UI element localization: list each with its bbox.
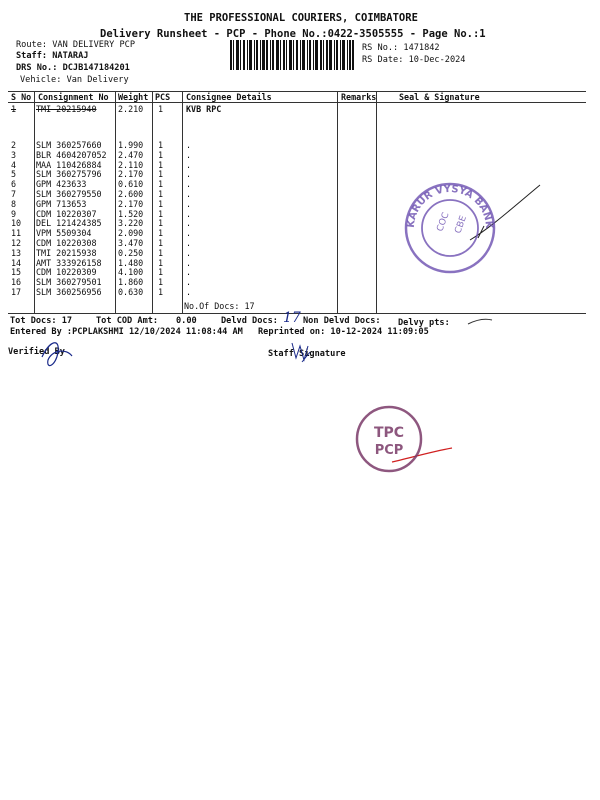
rs-date: RS Date: 10-Dec-2024 <box>362 55 466 65</box>
row-sno: 6 <box>11 179 17 190</box>
row-weight: 2.110 <box>118 159 144 170</box>
row-sno: 17 <box>11 287 22 297</box>
row-consignee: . <box>186 247 192 258</box>
row-sno: 1 <box>11 104 17 114</box>
row-sno: 11 <box>11 228 22 239</box>
runsheet-subtitle: Delivery Runsheet - PCP - Phone No.:0422-3505555 - Page No.:1 <box>100 28 486 40</box>
row-consignee: . <box>186 287 192 297</box>
row-sno: 10 <box>11 218 22 229</box>
row-sno: 2 <box>11 140 17 150</box>
row-sno: 14 <box>11 257 22 268</box>
row-weight: 2.600 <box>118 189 144 199</box>
route-label: Route: VAN DELIVERY PCP <box>16 40 135 50</box>
row-weight: 4.100 <box>118 267 144 278</box>
row-consignee: . <box>186 149 192 160</box>
reprinted-on: Reprinted on: 10-12-2024 11:09:05 <box>258 327 429 337</box>
row-pcs: 1 <box>158 267 164 278</box>
row-consignment: CDM 10220308 <box>36 238 97 248</box>
row-sno: 15 <box>11 267 22 278</box>
row-sno: 16 <box>11 277 22 288</box>
row-weight: 2.090 <box>118 228 144 239</box>
tpc-stamp-line2: PCP <box>374 443 404 458</box>
tot-cod-label: Tot COD Amt: <box>96 316 159 326</box>
row-consignee: . <box>186 277 192 288</box>
row-weight: 2.470 <box>118 149 144 160</box>
row-weight: 2.170 <box>118 198 144 209</box>
svg-text:KARUR VYSYA BANK <box>405 183 495 234</box>
company-title: THE PROFESSIONAL COURIERS, COIMBATORE <box>184 12 418 24</box>
row-consignment: SLM 360279550 <box>36 189 102 199</box>
row-pcs: 1 <box>158 149 164 160</box>
row-sno: 3 <box>11 149 17 160</box>
row-pcs: 1 <box>158 228 164 239</box>
col-header-consignment: Consignment No <box>38 92 109 102</box>
row-consignment: VPM 5509304 <box>36 228 92 239</box>
row-sno: 12 <box>11 238 22 248</box>
row-consignee: . <box>186 189 192 199</box>
row-pcs: 1 <box>158 287 164 297</box>
col-header-weight: Weight <box>118 92 149 102</box>
bank-seal-ring-text: KARUR VYSYA BANK <box>405 183 495 230</box>
row-consignment: SLM 360256956 <box>36 287 102 297</box>
row-consignment: CDM 10220307 <box>36 208 97 219</box>
row-pcs: 1 <box>158 159 164 170</box>
col-header-remarks: Remarks <box>341 92 377 102</box>
row-consignment: MAA 110426884 <box>36 159 102 170</box>
row-pcs: 1 <box>158 247 164 258</box>
row-consignment: DEL 121424385 <box>36 218 102 229</box>
verified-signature <box>42 343 72 366</box>
row-sno: 4 <box>11 159 17 170</box>
row-weight: 1.480 <box>118 257 144 268</box>
row-consignment: CDM 10220309 <box>36 267 97 278</box>
row-consignment: BLR 4604207052 <box>36 149 107 160</box>
row-consignee: . <box>186 267 192 278</box>
row-sno: 13 <box>11 247 22 258</box>
row-consignee: KVB RPC <box>186 104 222 114</box>
row-consignee: . <box>186 140 192 150</box>
row-pcs: 1 <box>158 198 164 209</box>
row-pcs: 1 <box>158 257 164 268</box>
row-pcs: 1 <box>158 189 164 199</box>
row-consignment: GPM 713653 <box>36 198 87 209</box>
row-consignment: GPM 423633 <box>36 179 87 190</box>
row-weight: 3.220 <box>118 218 144 229</box>
row-weight: 3.470 <box>118 238 144 248</box>
row-pcs: 1 <box>158 140 164 150</box>
verified-by-label: Verified By <box>8 347 65 357</box>
row-consignee: . <box>186 179 192 190</box>
row-consignment: AMT 333926158 <box>36 257 102 268</box>
row-weight: 2.170 <box>118 169 144 180</box>
row-consignment: TMI 20215940 <box>36 104 97 114</box>
row-sno: 8 <box>11 198 17 209</box>
row-sno: 9 <box>11 208 17 219</box>
row-weight: 1.520 <box>118 208 144 219</box>
tpc-stamp <box>354 404 424 474</box>
delvy-pts-mark <box>468 319 492 324</box>
delvd-docs-label: Delvd Docs: <box>221 316 278 326</box>
bank-seal-coc: COC <box>435 211 452 234</box>
non-delvd-docs-label: Non Delvd Docs: <box>303 316 381 326</box>
vehicle-label: Vehicle: Van Delivery <box>20 75 129 85</box>
staff-label: Staff: NATARAJ <box>16 51 89 61</box>
row-consignment: SLM 360279501 <box>36 277 102 288</box>
row-pcs: 1 <box>158 179 164 190</box>
delvy-pts-label: Delvy pts: <box>398 318 450 328</box>
row-pcs: 1 <box>158 277 164 288</box>
row-weight: 1.990 <box>118 140 144 150</box>
row-consignee: . <box>186 218 192 229</box>
row-pcs: 1 <box>158 218 164 229</box>
row-weight: 0.250 <box>118 247 144 258</box>
row-weight: 1.860 <box>118 277 144 288</box>
row-pcs: 1 <box>158 169 164 180</box>
entered-by: Entered By :PCPLAKSHMI 12/10/2024 11:08:44 AM <box>10 327 243 337</box>
row-consignment: SLM 360275796 <box>36 169 102 180</box>
row-weight: 2.210 <box>118 104 144 114</box>
col-header-consignee: Consignee Details <box>186 92 272 102</box>
row-pcs: 1 <box>158 238 164 248</box>
rs-number: RS No.: 1471842 <box>362 43 440 53</box>
col-header-seal: Seal & Signature <box>399 92 480 102</box>
row-consignee: . <box>186 228 192 239</box>
tot-cod-value: 0.00 <box>176 316 197 326</box>
row-consignment: TMI 20215938 <box>36 247 97 258</box>
row-weight: 0.610 <box>118 179 144 190</box>
col-header-pcs: PCS <box>155 92 171 102</box>
tpc-stamp-line1: TPC <box>373 425 405 441</box>
row-consignee: . <box>186 159 192 170</box>
row-pcs: 1 <box>158 104 164 114</box>
drs-number: DRS No.: DCJB147184201 <box>16 63 130 73</box>
row-consignment: SLM 360257660 <box>36 140 102 150</box>
row-consignee: . <box>186 169 192 180</box>
row-weight: 0.630 <box>118 287 144 297</box>
row-sno: 7 <box>11 189 17 199</box>
row-consignee: . <box>186 198 192 209</box>
row-sno: 5 <box>11 169 17 180</box>
row-consignee: . <box>186 208 192 219</box>
bank-seal-stamp <box>402 180 498 276</box>
no-of-docs: No.Of Docs: 17 <box>184 301 255 311</box>
delvd-docs-handwritten: 17 <box>283 310 301 326</box>
tot-docs: Tot Docs: 17 <box>10 316 73 326</box>
row-consignee: . <box>186 257 192 268</box>
row-consignee: . <box>186 238 192 248</box>
staff-signature-scribble <box>292 343 310 362</box>
row-pcs: 1 <box>158 208 164 219</box>
bank-seal-cbe: CBE <box>453 214 470 236</box>
staff-signature-label: Staff Signature <box>268 349 346 359</box>
col-header-sno: S No <box>11 92 32 102</box>
